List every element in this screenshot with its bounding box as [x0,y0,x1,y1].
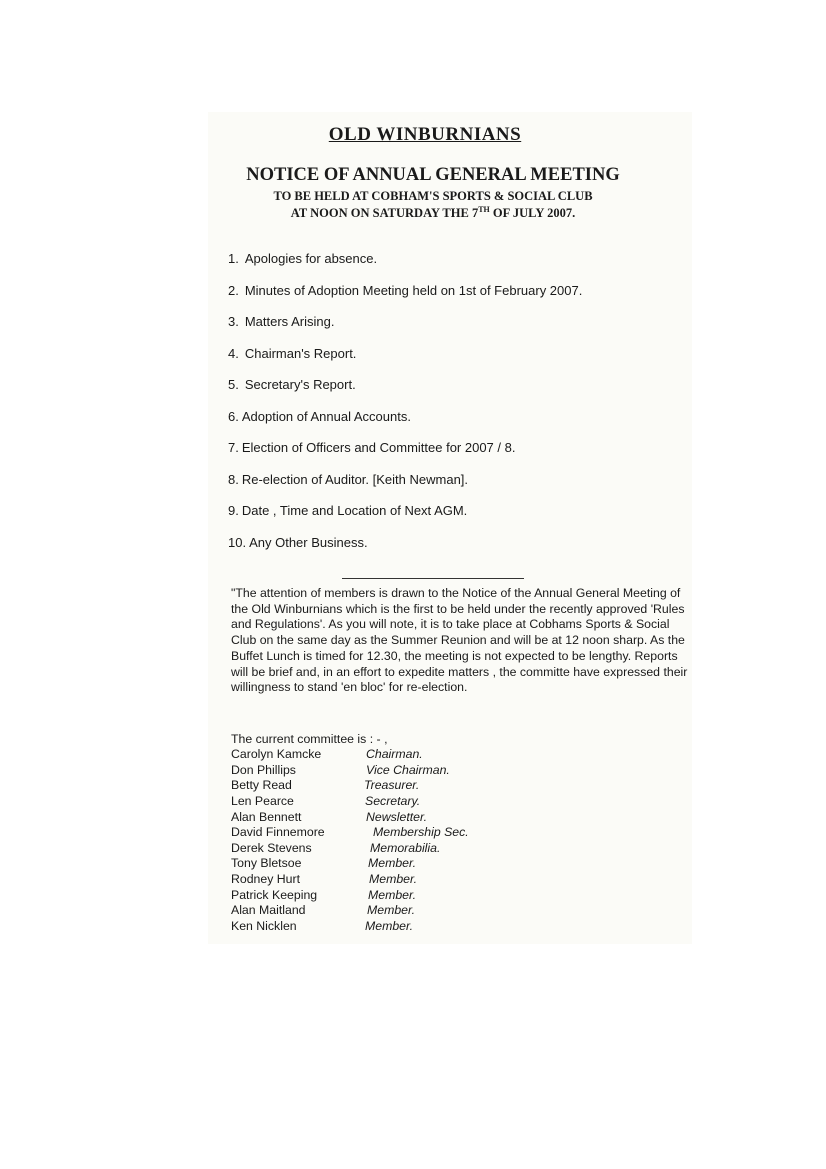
member-role: Secretary. [365,793,421,808]
agenda-item: 9. Date , Time and Location of Next AGM. [228,503,468,518]
member-role: Memorabilia. [370,840,441,855]
member-role: Member. [368,856,417,871]
member-name: Patrick Keeping [231,887,318,902]
committee-list [231,747,531,935]
committee-row [231,747,531,763]
club-title: OLD WINBURNIANS [328,124,522,145]
agenda-item: 7. Election of Officers and Committee for 2007 / 8. [228,440,516,455]
committee-row [231,841,531,857]
committee-row [231,903,531,919]
member-role: Treasurer. [364,778,420,793]
committee-row [231,810,531,826]
committee-row [231,872,531,888]
member-name: Derek Stevens [231,840,312,855]
committee-row [231,856,531,872]
member-role: Member. [365,919,414,934]
member-name: David Finnemore [231,825,325,840]
member-role: Chairman. [366,747,423,761]
member-name: Betty Read [231,778,292,793]
venue-line: TO BE HELD AT COBHAM'S SPORTS & SOCIAL CLUB [273,189,593,203]
agenda-item: 3. Matters Arising. [228,314,335,329]
date-line: AT NOON ON SATURDAY THE 7TH OF JULY 2007. [290,205,576,220]
committee-row [231,919,531,935]
committee-row [231,778,531,794]
member-name: Don Phillips [231,762,296,777]
member-role: Member. [367,903,416,918]
agenda-item: 6. Adoption of Annual Accounts. [228,408,411,424]
notice-title: NOTICE OF ANNUAL GENERAL MEETING [246,165,620,185]
agenda-item: 4. Chairman's Report. [228,345,357,361]
member-name: Ken Nicklen [231,919,297,934]
member-name: Carolyn Kamcke [231,747,322,761]
member-name: Len Pearce [231,793,294,808]
agenda-item: 1. Apologies for absence. [228,251,378,266]
agenda-list [228,250,582,565]
committee-row [231,794,531,810]
committee-row [231,763,531,779]
member-role: Vice Chairman. [366,762,450,777]
committee-intro: The current committee is : - , [231,732,388,746]
committee-row [231,888,531,904]
agenda-item: 2. Minutes of Adoption Meeting held on 1st of February 2007. [228,282,583,298]
member-role: Member. [368,887,417,902]
member-name: Alan Bennett [231,809,302,824]
agenda-item: 10. Any Other Business. [228,534,368,550]
member-role: Membership Sec. [373,825,469,840]
member-name: Tony Bletsoe [231,856,302,871]
member-name: Rodney Hurt [231,872,301,887]
agenda-item: 8. Re-election of Auditor. [Keith Newman]. [228,471,469,487]
member-role: Newsletter. [366,809,428,824]
member-name: Alan Maitland [231,903,306,918]
agenda-item: 5. Secretary's Report. [228,377,356,392]
attention-paragraph: "The attention of members is drawn to the Notice of the Annual General Meeting of the Old Winburnians which is the first to be held under the recently approved 'Rules and Regulations'. As you will note, it is to take place at Cobhams Sports & Social Club on the same day as the Summer Reunion and will be at 12 noon sharp. As the Buffet Lunch is timed for 12.30, the meeting is not expected to be lengthy. Reports will be brief and, in an effort to expedite matters , the committe have expressed their willingness to stand 'en bloc' for re-election. [231,586,688,695]
member-role: Member. [369,872,418,887]
committee-row [231,825,531,841]
divider [342,578,524,579]
